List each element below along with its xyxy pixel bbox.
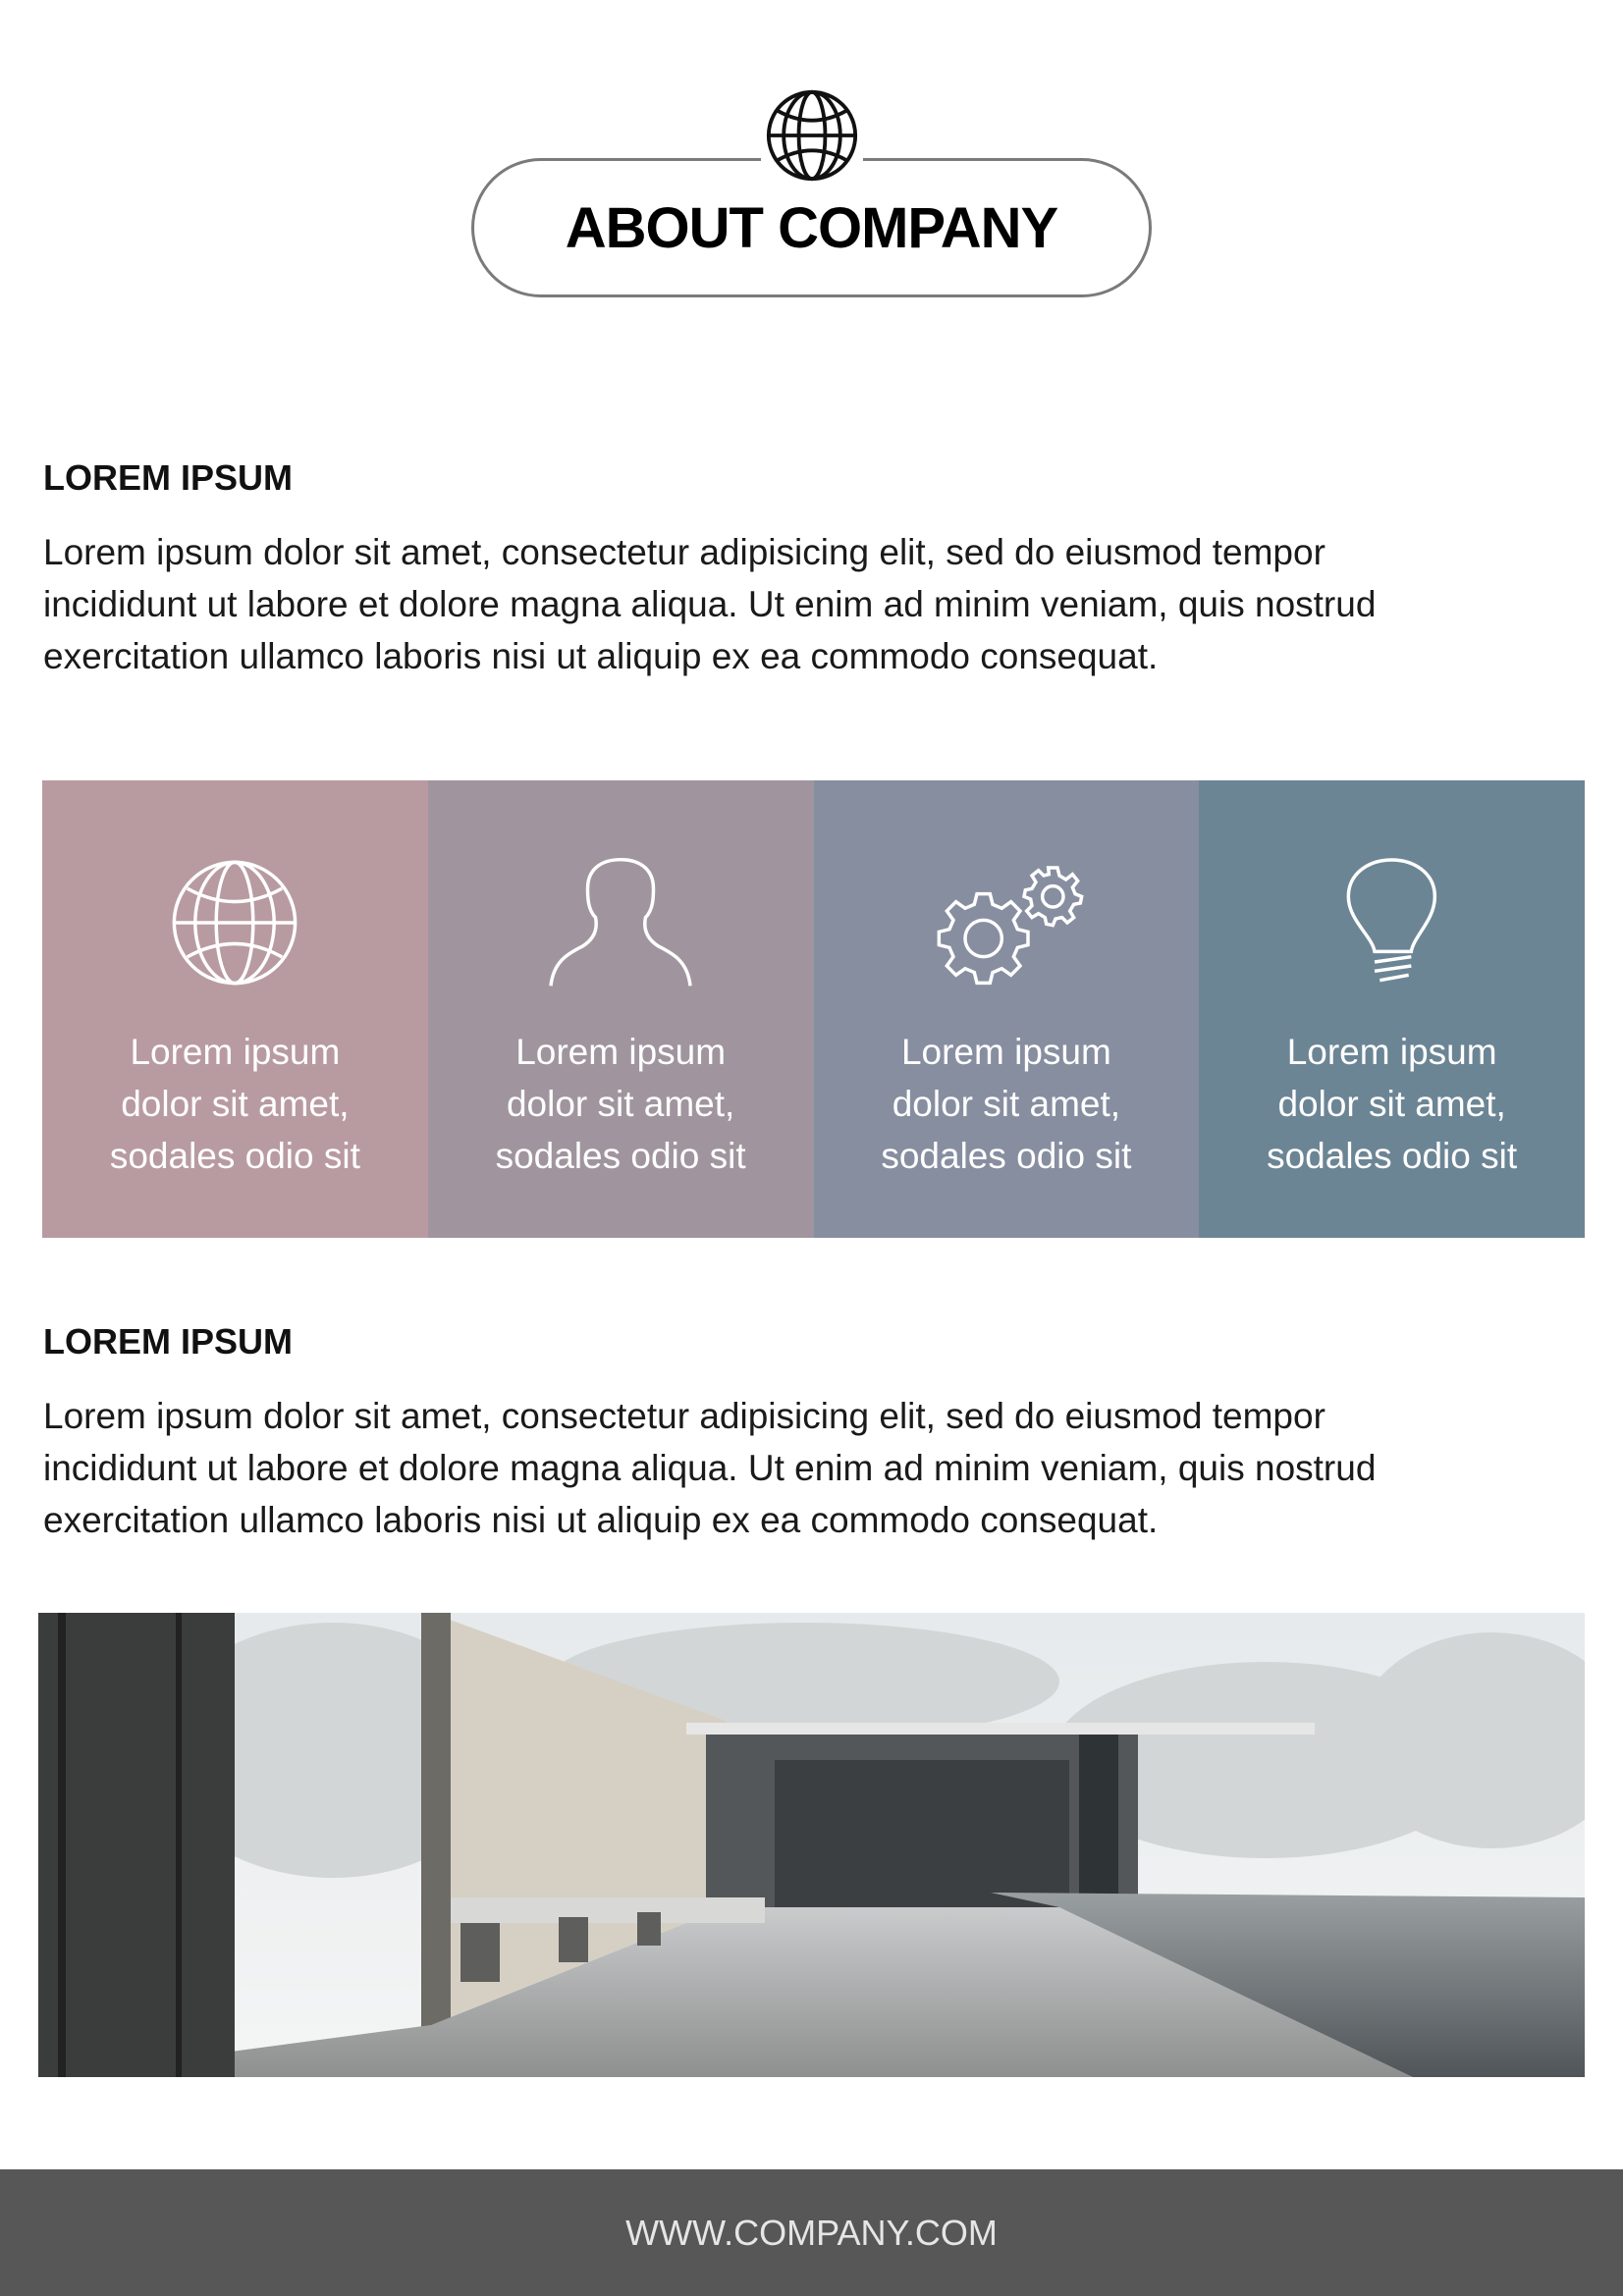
tile-text-line: Lorem ipsum xyxy=(515,1032,727,1072)
gears-icon xyxy=(918,857,1095,988)
paragraph-line: incididunt ut labore et dolore magna aliqua. Ut enim ad minim veniam, quis nostrud xyxy=(43,1448,1377,1488)
tile-text-line: sodales odio sit xyxy=(109,1136,360,1176)
feature-tile xyxy=(814,780,1200,1238)
person-icon xyxy=(547,857,694,988)
section-paragraph xyxy=(43,1390,1595,1546)
lightbulb-icon xyxy=(1343,857,1441,988)
feature-tile xyxy=(1199,780,1585,1238)
tile-text-line: dolor sit amet, xyxy=(892,1084,1121,1124)
footer xyxy=(0,2169,1623,2296)
section-heading: LOREM IPSUM xyxy=(43,457,294,498)
tile-text-line: sodales odio sit xyxy=(881,1136,1132,1176)
paragraph-line: exercitation ullamco laboris nisi ut aliquip ex ea commodo consequat. xyxy=(43,1500,1159,1540)
tile-text-line: sodales odio sit xyxy=(1267,1136,1518,1176)
paragraph-line: exercitation ullamco laboris nisi ut aliquip ex ea commodo consequat. xyxy=(43,636,1159,676)
feature-tile xyxy=(42,780,428,1238)
tile-text-line: dolor sit amet, xyxy=(121,1084,350,1124)
tile-text-line: sodales odio sit xyxy=(495,1136,746,1176)
tile-text-line: Lorem ipsum xyxy=(130,1032,341,1072)
tile-text-line: Lorem ipsum xyxy=(900,1032,1111,1072)
feature-tile xyxy=(428,780,814,1238)
globe-icon xyxy=(169,857,300,988)
tile-text-line: Lorem ipsum xyxy=(1286,1032,1497,1072)
section-paragraph xyxy=(43,526,1595,682)
footer-url[interactable]: WWW.COMPANY.COM xyxy=(625,2212,998,2253)
architecture-photo xyxy=(38,1613,1585,2077)
paragraph-line: incididunt ut labore et dolore magna aliqua. Ut enim ad minim veniam, quis nostrud xyxy=(43,584,1377,624)
tile-text-line: dolor sit amet, xyxy=(506,1084,735,1124)
paragraph-line: Lorem ipsum dolor sit amet, consectetur adipisicing elit, sed do eiusmod tempor xyxy=(43,532,1325,572)
feature-tiles xyxy=(42,780,1585,1238)
page-title: ABOUT COMPANY xyxy=(565,195,1058,260)
tile-text-line: dolor sit amet, xyxy=(1277,1084,1506,1124)
section-heading: LOREM IPSUM xyxy=(43,1321,294,1362)
paragraph-line: Lorem ipsum dolor sit amet, consectetur adipisicing elit, sed do eiusmod tempor xyxy=(43,1396,1325,1436)
